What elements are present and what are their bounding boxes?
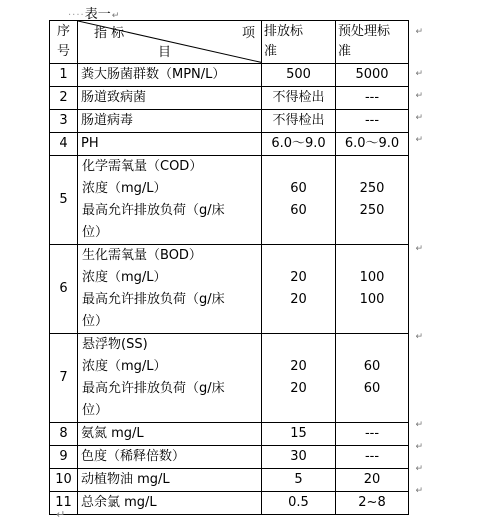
- row-item: 粪大肠菌群数（MPN/L）: [78, 64, 262, 87]
- table-row: [50, 334, 409, 423]
- row-item: 总余氯 mg/L: [78, 492, 262, 515]
- value-line: 60: [290, 203, 307, 218]
- row-pretreat: 6.0～9.0: [336, 133, 409, 156]
- header-pretreat-line2: 准: [338, 44, 352, 59]
- row-discharge: 5: [262, 469, 336, 492]
- row-no: 6: [50, 245, 78, 334]
- row-item: 肠道病毒: [78, 110, 262, 133]
- row-discharge: 不得检出: [262, 87, 336, 110]
- value-line: 20: [290, 292, 307, 307]
- value-line: 20: [290, 381, 307, 396]
- paragraph-mark-icon: ↵: [111, 11, 120, 21]
- header-seq-line2: 号: [56, 44, 70, 59]
- value-line: 250: [359, 203, 385, 218]
- row-no: 3: [50, 110, 78, 133]
- row-discharge: 15: [262, 423, 336, 446]
- item-line: 悬浮物(SS): [82, 337, 148, 352]
- table-row: [50, 64, 409, 87]
- row-discharge-multiline: [262, 245, 336, 334]
- row-pretreat: 2~8: [336, 492, 409, 515]
- header-item-top-right: 项: [241, 26, 255, 41]
- row-pretreat-multiline: [336, 245, 409, 334]
- header-item-bottom: 目: [158, 45, 172, 60]
- header-pretreat: [336, 21, 409, 64]
- table-row: [50, 245, 409, 334]
- table-row: [50, 423, 409, 446]
- row-pretreat-multiline: [336, 156, 409, 245]
- row-pretreat: ---: [336, 110, 409, 133]
- row-pretreat-multiline: [336, 334, 409, 423]
- leader-dots: ····: [68, 10, 85, 21]
- header-discharge: [262, 21, 336, 64]
- item-line: 生化需氧量（BOD）: [82, 248, 202, 263]
- row-pretreat: 20: [336, 469, 409, 492]
- row-no: 5: [50, 156, 78, 245]
- row-pretreat: ---: [336, 446, 409, 469]
- row-discharge-multiline: [262, 334, 336, 423]
- item-line: 浓度（mg/L）: [82, 359, 167, 374]
- header-discharge-line1: 排放标: [264, 24, 304, 39]
- row-no: 9: [50, 446, 78, 469]
- row-pretreat: 5000: [336, 64, 409, 87]
- row-pretreat: ---: [336, 87, 409, 110]
- value-line: 20: [290, 359, 307, 374]
- row-end-mark-icon: ↵: [415, 113, 423, 123]
- row-item: 色度（稀释倍数）: [78, 446, 262, 469]
- header-item-diagonal: [78, 21, 262, 64]
- item-line: 最高允许排放负荷（g/床: [82, 381, 225, 396]
- row-item: PH: [78, 133, 262, 156]
- row-item-multiline: [78, 156, 262, 245]
- row-discharge: 500: [262, 64, 336, 87]
- header-item-top-left: 指 标: [94, 26, 125, 41]
- header-seq-line1: 序: [56, 24, 70, 39]
- row-no: 7: [50, 334, 78, 423]
- item-line: 位）: [82, 225, 109, 240]
- value-line: 60: [363, 381, 381, 396]
- row-discharge-multiline: [262, 156, 336, 245]
- row-no: 1: [50, 64, 78, 87]
- row-no: 2: [50, 87, 78, 110]
- item-line: 位）: [82, 403, 109, 418]
- row-end-mark-icon: ↵: [415, 91, 423, 101]
- table-row: [50, 446, 409, 469]
- row-item: 氨氮 mg/L: [78, 423, 262, 446]
- header-seq: [50, 21, 78, 64]
- value-line: 60: [363, 359, 381, 374]
- row-discharge: 6.0～9.0: [262, 133, 336, 156]
- value-line: 100: [359, 292, 385, 307]
- row-no: 11: [50, 492, 78, 515]
- table-row: [50, 156, 409, 245]
- value-line: 60: [290, 181, 307, 196]
- table-header-row: [50, 21, 409, 64]
- standards-table: [49, 20, 409, 515]
- value-line: 250: [359, 181, 385, 196]
- row-discharge: 0.5: [262, 492, 336, 515]
- row-item-multiline: [78, 245, 262, 334]
- table-row: [50, 133, 409, 156]
- row-end-mark-icon: ↵: [415, 332, 423, 342]
- header-discharge-line2: 准: [264, 44, 278, 59]
- item-line: 化学需氧量（COD）: [82, 159, 203, 174]
- value-line: 100: [359, 270, 385, 285]
- item-line: 最高允许排放负荷（g/床: [82, 203, 225, 218]
- row-end-mark-icon: ↵: [415, 486, 423, 496]
- table-row: [50, 110, 409, 133]
- item-line: 最高允许排放负荷（g/床: [82, 292, 225, 307]
- row-end-mark-icon: ↵: [415, 135, 423, 145]
- header-pretreat-line1: 预处理标: [338, 24, 391, 39]
- row-end-mark-icon: ↵: [415, 69, 423, 79]
- row-end-mark-icon: ↵: [415, 244, 423, 254]
- row-item: 动植物油 mg/L: [78, 469, 262, 492]
- item-line: 浓度（mg/L）: [82, 181, 167, 196]
- row-end-mark-icon: ↵: [415, 420, 423, 430]
- table-row: [50, 492, 409, 515]
- row-discharge: 30: [262, 446, 336, 469]
- caption-text: 表一: [84, 7, 111, 22]
- item-line: 浓度（mg/L）: [82, 270, 167, 285]
- row-item-multiline: [78, 334, 262, 423]
- row-end-mark-icon: ↵: [415, 464, 423, 474]
- row-item: 肠道致病菌: [78, 87, 262, 110]
- row-no: 8: [50, 423, 78, 446]
- table-row: [50, 87, 409, 110]
- value-line: 20: [290, 270, 307, 285]
- table-row: [50, 469, 409, 492]
- row-pretreat: ---: [336, 423, 409, 446]
- row-no: 4: [50, 133, 78, 156]
- item-line: 位）: [82, 314, 109, 329]
- row-end-mark-icon: ↵: [415, 27, 423, 37]
- row-no: 10: [50, 469, 78, 492]
- paragraph-mark-icon: ↵: [56, 508, 66, 521]
- row-end-mark-icon: ↵: [415, 442, 423, 452]
- row-discharge: 不得检出: [262, 110, 336, 133]
